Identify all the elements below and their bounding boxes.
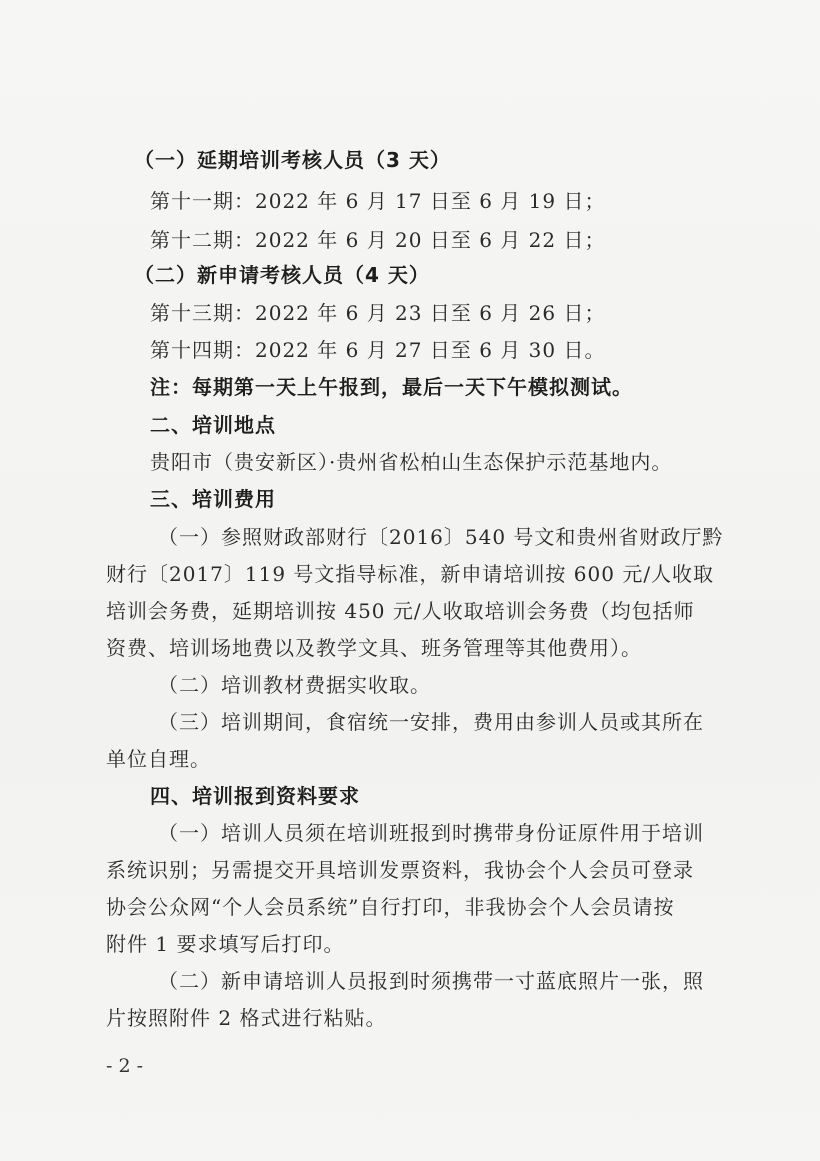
fees-paragraph-1-line-1: （一）参照财政部财行〔2016〕540 号文和贵州省财政厅黔 <box>158 525 724 549</box>
materials-paragraph-1-line-4: 附件 1 要求填写后打印。 <box>106 932 345 956</box>
materials-paragraph-1-line-2: 系统识别；另需提交开具培训发票资料，我协会个人会员可登录 <box>106 858 694 882</box>
schedule-note: 注：每期第一天上午报到，最后一天下午模拟测试。 <box>150 375 633 399</box>
schedule-line-period-12: 第十二期：2022 年 6 月 20 日至 6 月 22 日； <box>150 228 606 252</box>
heading-registration-materials: 四、培训报到资料要求 <box>150 784 360 808</box>
heading-training-location: 二、培训地点 <box>150 413 276 437</box>
fees-paragraph-1-line-2: 财行〔2017〕119 号文指导标准，新申请培训按 600 元/人收取 <box>106 562 715 586</box>
fees-paragraph-1-line-4: 资费、培训场地费以及教学文具、班务管理等其他费用）。 <box>106 636 642 660</box>
materials-paragraph-2-line-2: 片按照附件 2 格式进行粘贴。 <box>106 1006 387 1030</box>
section-heading-new-applicants: （二）新申请考核人员（4 天） <box>134 263 430 287</box>
schedule-line-period-14: 第十四期：2022 年 6 月 27 日至 6 月 30 日。 <box>150 338 606 362</box>
schedule-line-period-11: 第十一期：2022 年 6 月 17 日至 6 月 19 日； <box>150 189 606 213</box>
materials-paragraph-2-line-1: （二）新申请培训人员报到时须携带一寸蓝底照片一张，照 <box>158 969 704 993</box>
fees-paragraph-3-line-2: 单位自理。 <box>106 747 211 771</box>
fees-paragraph-1-line-3: 培训会务费，延期培训按 450 元/人收取培训会务费（均包括师 <box>106 599 695 623</box>
section-heading-extension-training: （一）延期培训考核人员（3 天） <box>134 148 451 172</box>
schedule-line-period-13: 第十三期：2022 年 6 月 23 日至 6 月 26 日； <box>150 301 606 325</box>
training-location-text: 贵阳市（贵安新区）·贵州省松柏山生态保护示范基地内。 <box>150 450 673 474</box>
page-number: - 2 - <box>106 1055 144 1077</box>
heading-training-fees: 三、培训费用 <box>150 487 276 511</box>
fees-paragraph-2: （二）培训教材费据实收取。 <box>158 673 431 697</box>
materials-paragraph-1-line-1: （一）培训人员须在培训班报到时携带身份证原件用于培训 <box>158 821 704 845</box>
fees-paragraph-3-line-1: （三）培训期间，食宿统一安排，费用由参训人员或其所在 <box>158 710 704 734</box>
materials-paragraph-1-line-3: 协会公众网“个人会员系统”自行打印，非我协会个人会员请按 <box>106 895 675 919</box>
